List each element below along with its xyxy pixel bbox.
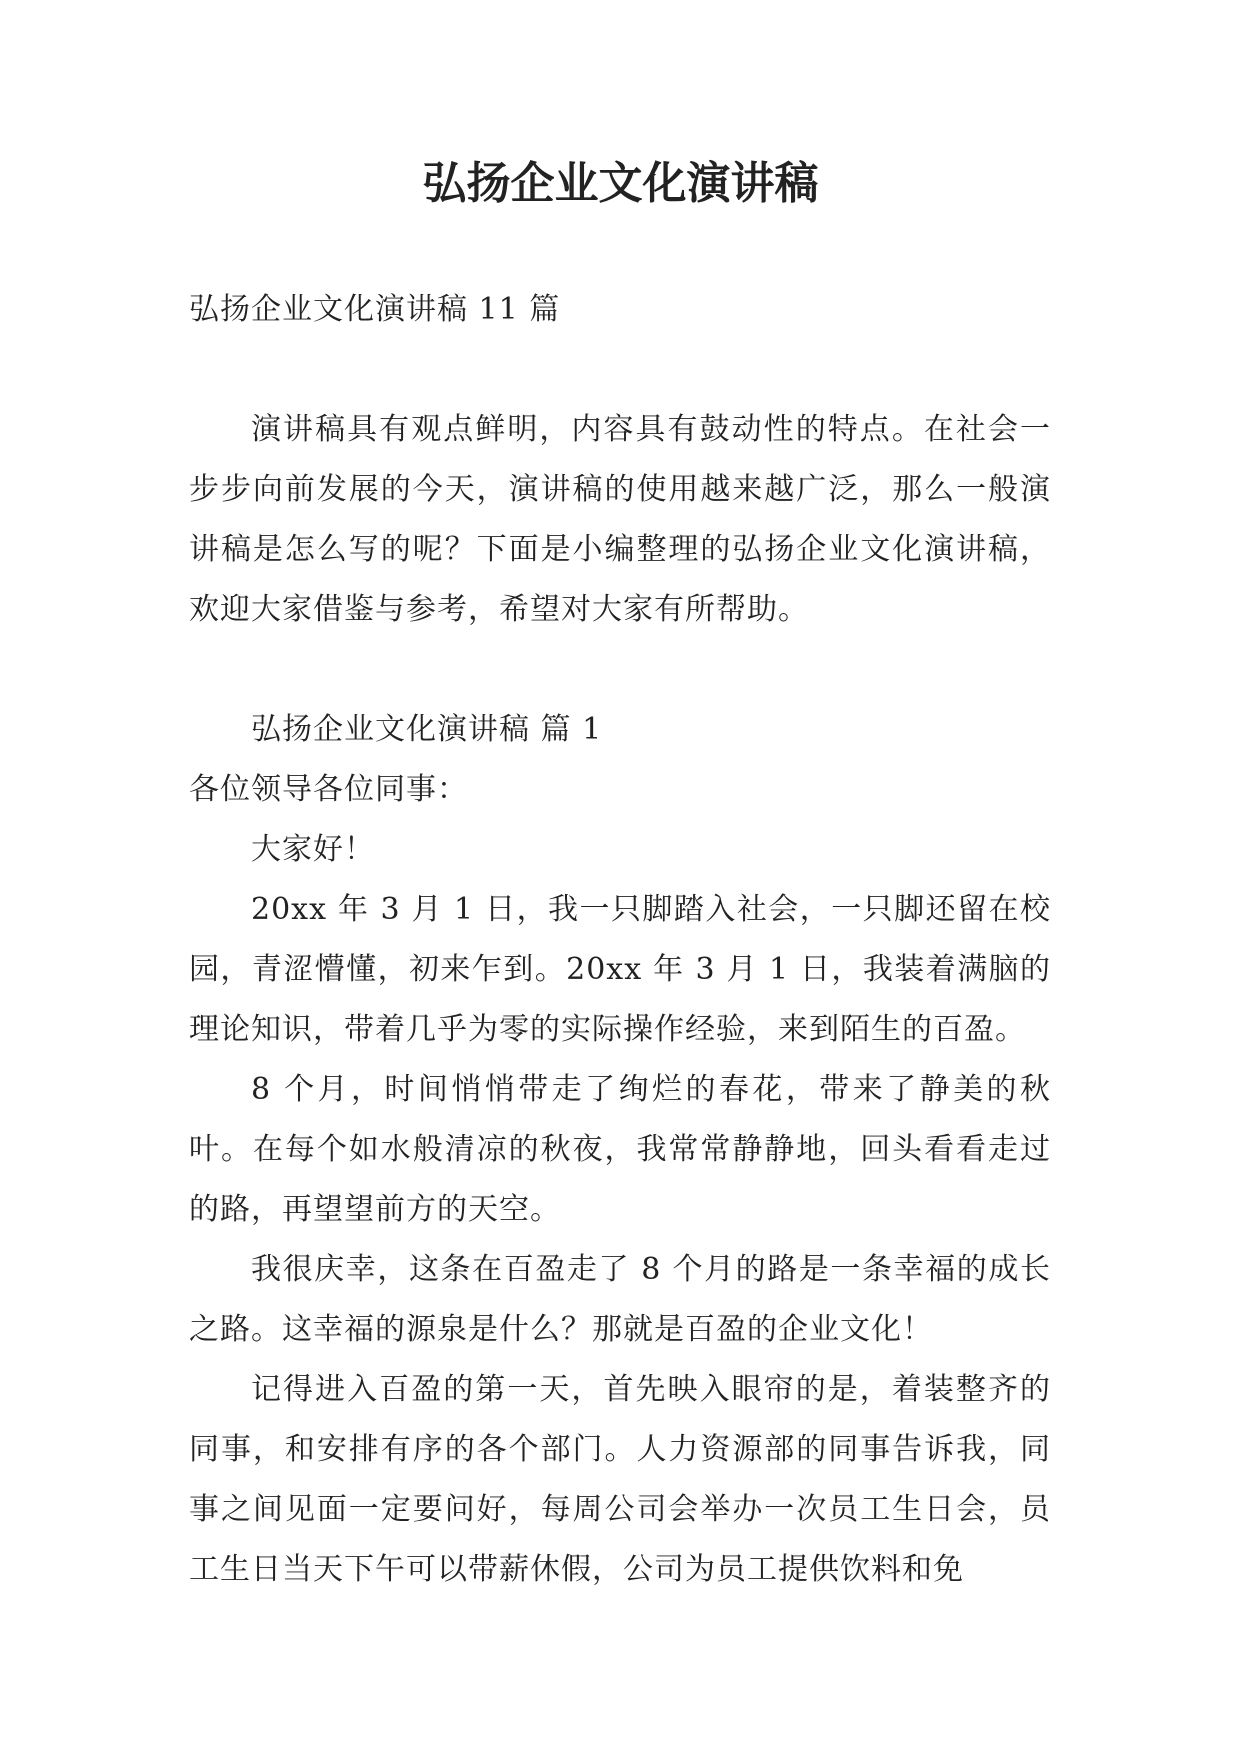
greeting: 大家好！ bbox=[251, 832, 375, 867]
salutation: 各位领导各位同事： bbox=[189, 772, 468, 807]
body-paragraph-3: 我很庆幸，这条在百盈走了 8 个月的路是一条幸福的成长之路。这幸福的源泉是什么？那就是百盈的企业文化！ bbox=[189, 1252, 1051, 1347]
body-paragraph-1: 20xx 年 3 月 1 日，我一只脚踏入社会，一只脚还留在校园，青涩懵懂，初来乍到。20xx 年 3 月 1 日，我装着满脑的理论知识，带着几乎为零的实际操作经验，来到陌生的百盈。 bbox=[189, 892, 1051, 1047]
document-title: 弘扬企业文化演讲稿 bbox=[422, 158, 819, 209]
body-paragraph-2: 8 个月，时间悄悄带走了绚烂的春花，带来了静美的秋叶。在每个如水般清凉的秋夜，我常常静静地，回头看看走过的路，再望望前方的天空。 bbox=[189, 1072, 1051, 1227]
document-body bbox=[189, 280, 1051, 1600]
section-heading: 弘扬企业文化演讲稿 篇 1 bbox=[251, 712, 603, 747]
document-subtitle: 弘扬企业文化演讲稿 11 篇 bbox=[189, 292, 561, 327]
intro-paragraph: 演讲稿具有观点鲜明，内容具有鼓动性的特点。在社会一步步向前发展的今天，演讲稿的使用越来越广泛，那么一般演讲稿是怎么写的呢？下面是小编整理的弘扬企业文化演讲稿，欢迎大家借鉴与参考，希望对大家有所帮助。 bbox=[189, 412, 1051, 627]
body-paragraph-4: 记得进入百盈的第一天，首先映入眼帘的是，着装整齐的同事，和安排有序的各个部门。人力资源部的同事告诉我，同事之间见面一定要问好，每周公司会举办一次员工生日会，员工生日当天下午可以带薪休假，公司为员工提供饮料和免 bbox=[189, 1372, 1051, 1587]
